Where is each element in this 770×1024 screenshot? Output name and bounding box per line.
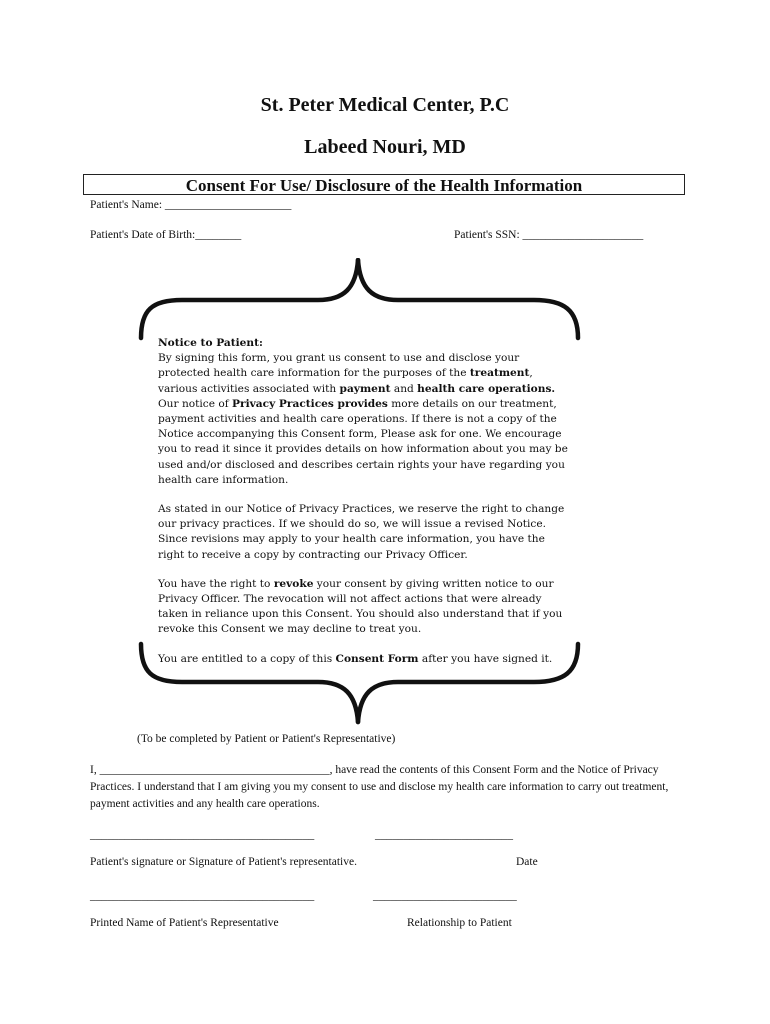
date-line: ________________________ xyxy=(375,829,513,841)
dob-field: Patient's Date of Birth:________ xyxy=(90,229,242,241)
notice-paragraph-4: You are entitled to a copy of this Consent Form after you have signed it. xyxy=(158,652,553,665)
org-name: St. Peter Medical Center, P.C xyxy=(260,94,510,116)
notice-heading: Notice to Patient: xyxy=(158,337,263,349)
relationship-label: Relationship to Patient xyxy=(407,917,512,929)
relationship-line: _________________________ xyxy=(373,890,517,902)
signature-label: Patient's signature or Signature of Patient's representative. xyxy=(90,856,357,868)
notice-paragraph-1: By signing this form, you grant us consent to use and disclose your protected health care information for the purposes of the treatment, various activities associated with payment and health care operations. Our notice of Privacy Practices provides more details on our treatment, payment activities and health care operations. If there is not a copy of the Notice accompanying this Consent form, Please ask for one. We encourage you to read it since it provides details on how information about you may be used and/or disclosed and describes certain rights your have regarding you health care information. xyxy=(158,352,568,486)
completion-note: (To be completed by Patient or Patient's Representative) xyxy=(137,733,396,745)
printed-name-label: Printed Name of Patient's Representative xyxy=(90,917,279,929)
notice-to-patient xyxy=(158,336,568,681)
consent-statement: I, ________________________________________, have read the contents of this Consent Form and the Notice of Privacy Practices. I understand that I am giving you my consent to use and disclose my health care information to carry out treatment, payment activities and any health care operations. xyxy=(90,764,669,810)
form-title: Consent For Use/ Disclosure of the Health Information xyxy=(83,174,685,195)
ssn-field: Patient's SSN: _____________________ xyxy=(454,229,644,241)
notice-paragraph-3: You have the right to revoke your consent by giving written notice to our Privacy Officer. The revocation will not affect actions that were already taken in reliance upon this Consent. You should also understand that if you revoke this Consent we may decline to treat you. xyxy=(158,577,563,636)
patient-name-field: Patient's Name: ______________________ xyxy=(90,199,292,211)
signature-line: _______________________________________ xyxy=(90,829,315,841)
physician-name: Labeed Nouri, MD xyxy=(304,136,466,158)
printed-name-line: _______________________________________ xyxy=(90,890,315,902)
date-label: Date xyxy=(516,856,538,868)
notice-paragraph-2: As stated in our Notice of Privacy Practices, we reserve the right to change our privacy practices. If we should do so, we will issue a revised Notice. Since revisions may apply to your health care information, you have the right to receive a copy by contracting our Privacy Officer. xyxy=(158,503,565,561)
